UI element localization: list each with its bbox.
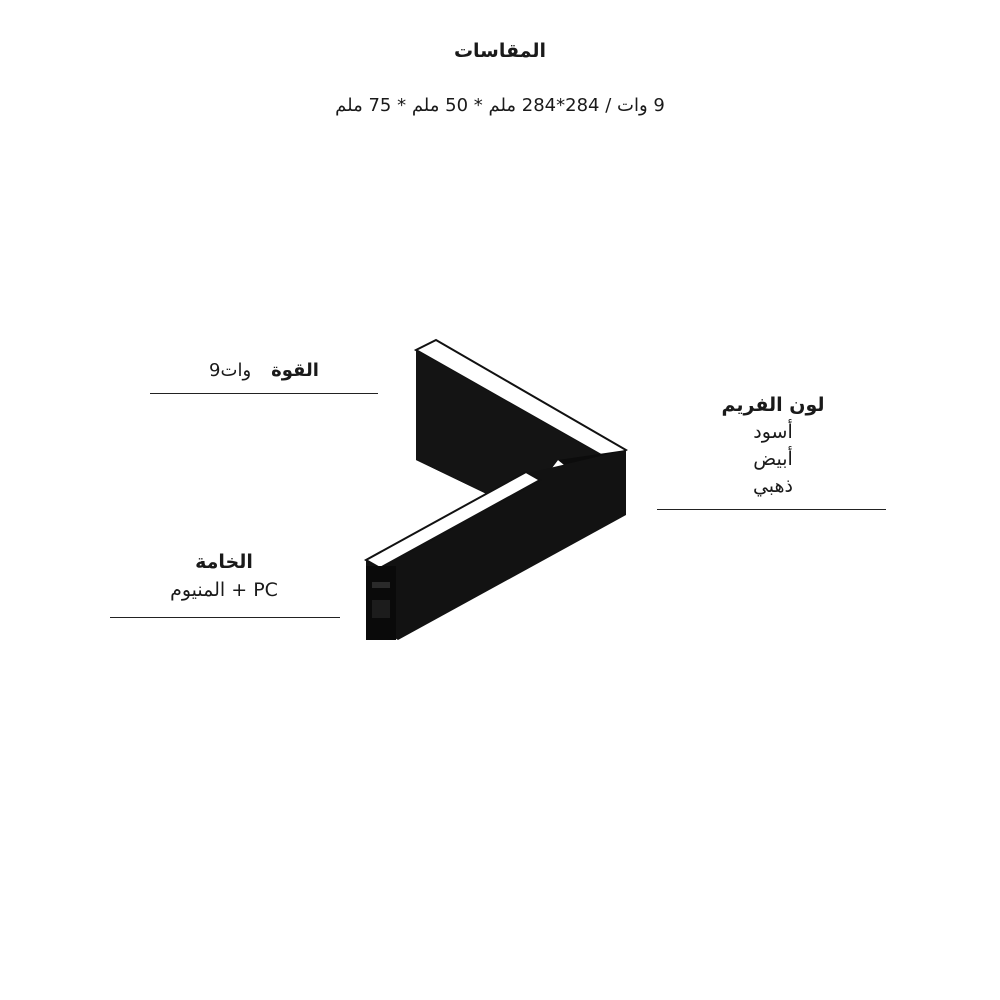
power-row (150, 360, 378, 381)
dimensions-text: 9 وات / 284*284 ملم * 50 ملم * 75 ملم (335, 95, 665, 116)
power-value: 9وات (209, 360, 252, 381)
material-title: الخامة (195, 551, 253, 573)
frame-color-option: أسود (753, 421, 793, 443)
power-label: القوة (271, 360, 319, 381)
material-block (110, 548, 338, 604)
frame-color-title: لون الفريم (721, 394, 825, 416)
dimensions-title: المقاسات (453, 40, 547, 62)
power-divider (150, 393, 378, 394)
material-divider (110, 617, 340, 618)
frame-color-divider (657, 509, 886, 510)
frame-color-block (660, 392, 886, 500)
material-value: PC + المنيوم (170, 579, 278, 601)
product-image (340, 320, 640, 650)
frame-color-option: ذهبي (752, 475, 794, 497)
frame-color-option: أبيض (753, 448, 793, 470)
